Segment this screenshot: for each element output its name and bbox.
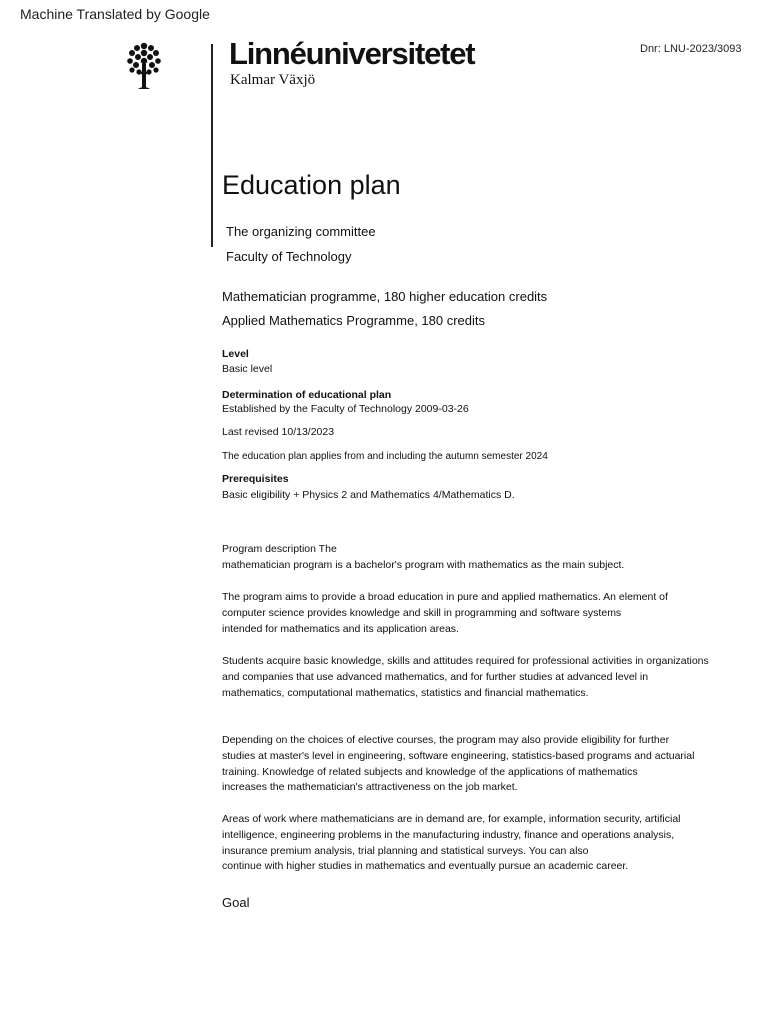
organizing-committee-value: Faculty of Technology xyxy=(226,249,352,264)
paragraph-line: Program description The xyxy=(222,543,337,555)
programme-name-english: Applied Mathematics Programme, 180 credits xyxy=(222,313,486,328)
prerequisites-heading: Prerequisites xyxy=(222,473,289,485)
university-cities: Kalmar Växjö xyxy=(230,72,316,88)
paragraph-line: Areas of work where mathematicians are in demand are, for example, information security, artificial xyxy=(222,813,681,825)
paragraph-program-aims xyxy=(222,590,668,637)
paragraph-line: insurance premium analysis, trial planning and statistical surveys. You can also xyxy=(222,844,589,857)
level-value: Basic level xyxy=(222,363,273,375)
determination-heading: Determination of educational plan xyxy=(222,389,392,401)
paragraph-line: studies at master's level in engineering, software engineering, statistics-based programs and actuarial xyxy=(222,749,695,762)
organizing-committee-label: The organizing committee xyxy=(226,224,376,239)
machine-translation-banner: Machine Translated by Google xyxy=(20,6,210,22)
registration-number: Dnr: LNU-2023/3093 xyxy=(640,43,742,55)
level-heading: Level xyxy=(222,348,249,360)
goal-heading: Goal xyxy=(222,895,250,910)
applies-from-text: The education plan applies from and including the autumn semester 2024 xyxy=(222,451,548,462)
paragraph-line: intelligence, engineering problems in the manufacturing industry, finance and operations analysis, xyxy=(222,828,675,841)
program-description xyxy=(222,542,624,574)
paragraph-elective-courses xyxy=(222,733,694,796)
university-name: Linnéuniversitetet xyxy=(229,36,475,71)
paragraph-line: increases the mathematician's attractiveness on the job market. xyxy=(222,781,518,794)
paragraph-line: and companies that use advanced mathematics, and for further studies at advanced level in xyxy=(222,670,649,683)
tree-logo-icon xyxy=(124,42,164,90)
header-divider xyxy=(211,44,213,247)
paragraph-line: training. Knowledge of related subjects and knowledge of the applications of mathematics xyxy=(222,765,638,778)
programme-name: Mathematician programme, 180 higher education credits xyxy=(222,289,548,304)
document-title: Education plan xyxy=(222,170,401,200)
paragraph-students-acquire xyxy=(222,654,709,701)
paragraph-line: computer science provides knowledge and skill in programming and software systems xyxy=(222,606,622,619)
paragraph-line: intended for mathematics and its application areas. xyxy=(222,622,459,635)
prerequisites-value: Basic eligibility + Physics 2 and Mathematics 4/Mathematics D. xyxy=(222,489,515,501)
paragraph-line: continue with higher studies in mathematics and eventually pursue an academic career. xyxy=(222,860,629,873)
established-text: Established by the Faculty of Technology 2009-03-26 xyxy=(222,403,469,415)
paragraph-line: Students acquire basic knowledge, skills and attitudes required for professional activities in organizations xyxy=(222,655,709,667)
last-revised-text: Last revised 10/13/2023 xyxy=(222,426,335,438)
paragraph-line: The program aims to provide a broad education in pure and applied mathematics. An element of xyxy=(222,591,668,603)
paragraph-areas-of-work xyxy=(222,812,681,875)
paragraph-line: Depending on the choices of elective courses, the program may also provide eligibility for further xyxy=(222,734,670,746)
paragraph-line: mathematics, computational mathematics, statistics and financial mathematics. xyxy=(222,686,589,699)
paragraph-line: mathematician program is a bachelor's program with mathematics as the main subject. xyxy=(222,558,625,571)
